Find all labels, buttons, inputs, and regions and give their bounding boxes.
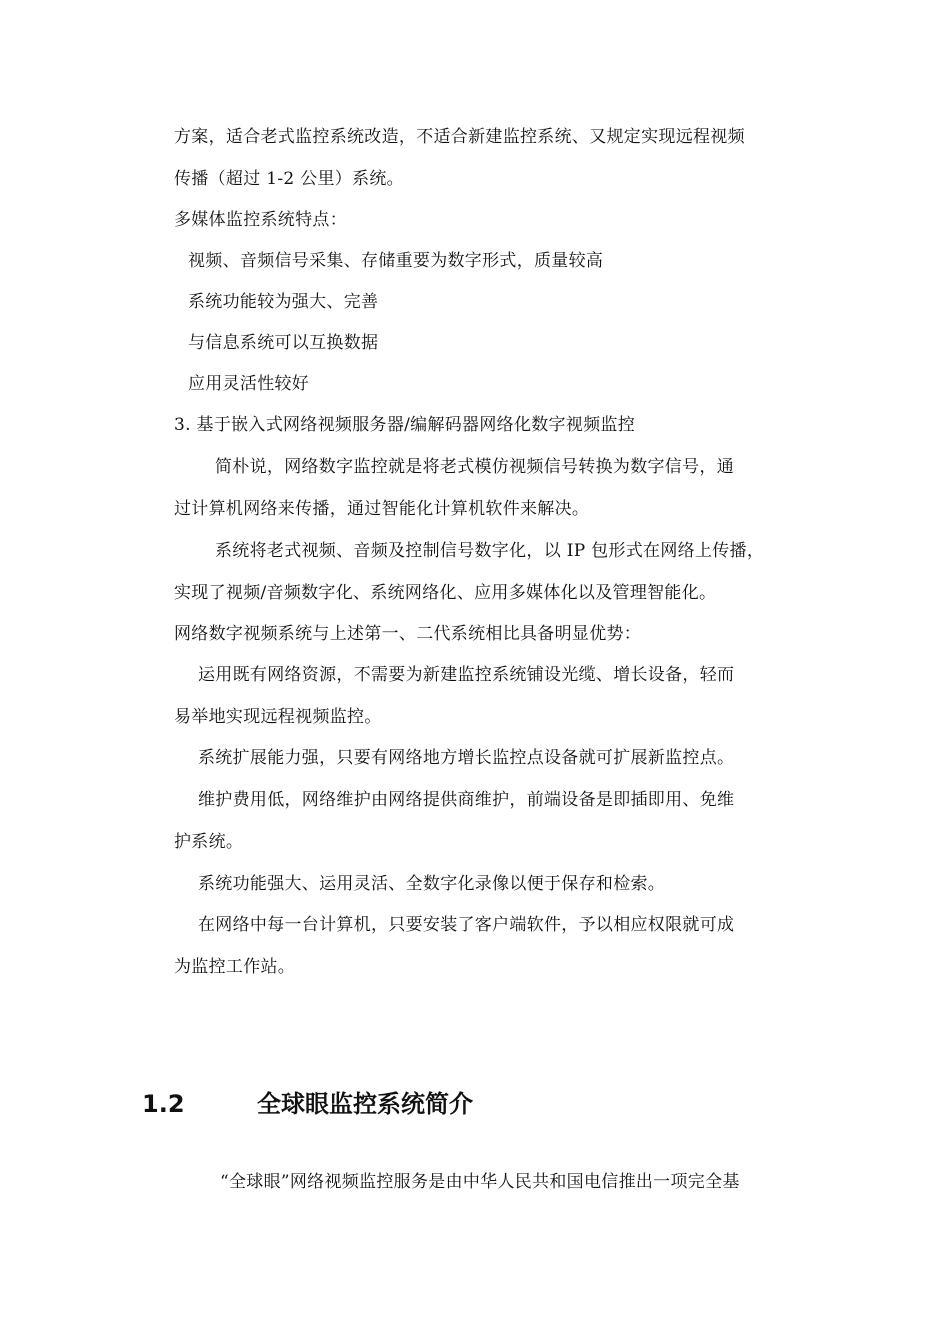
- paragraph-line: 多媒体监控系统特点：: [174, 210, 347, 230]
- list-item: 系统功能较为强大、完善: [188, 292, 379, 312]
- list-item: 应用灵活性较好: [188, 374, 310, 394]
- list-item: 维护费用低，网络维护由网络提供商维护，前端设备是即插即用、免维: [198, 790, 735, 810]
- paragraph-line: “全球眼”网络视频监控服务是由中华人民共和国电信推出一项完全基: [220, 1172, 740, 1192]
- list-item: 视频、音频信号采集、存储重要为数字形式，质量较高: [188, 251, 604, 271]
- paragraph-line: 方案，适合老式监控系统改造，不适合新建监控系统、又规定实现远程视频: [174, 127, 745, 147]
- section-heading: [142, 1088, 473, 1120]
- list-item: 系统扩展能力强，只要有网络地方增长监控点设备就可扩展新监控点。: [198, 748, 735, 768]
- list-item-continuation: 护系统。: [174, 832, 244, 852]
- list-item-continuation: 为监控工作站。: [174, 957, 296, 977]
- section-title: 全球眼监控系统简介: [257, 1090, 473, 1118]
- paragraph-line: 过计算机网络来传播，通过智能化计算机软件来解决。: [174, 499, 590, 519]
- list-item: 运用既有网络资源，不需要为新建监控系统铺设光缆、增长设备，轻而: [198, 665, 735, 685]
- list-item: 在网络中每一台计算机，只要安装了客户端软件，予以相应权限就可成: [198, 915, 735, 935]
- subsection-heading: 3. 基于嵌入式网络视频服务器/编解码器网络化数字视频监控: [174, 415, 636, 435]
- paragraph-line: 系统将老式视频、音频及控制信号数字化，以 IP 包形式在网络上传播，: [215, 541, 765, 561]
- paragraph-line: 简朴说，网络数字监控就是将老式模仿视频信号转换为数字信号，通: [215, 457, 734, 477]
- list-item: 系统功能强大、运用灵活、全数字化录像以便于保存和检索。: [198, 874, 666, 894]
- paragraph-line: 实现了视频/音频数字化、系统网络化、应用多媒体化以及管理智能化。: [174, 583, 717, 603]
- paragraph-line: 网络数字视频系统与上述第一、二代系统相比具备明显优势：: [174, 624, 642, 644]
- section-number: 1.2: [142, 1090, 185, 1118]
- list-item: 与信息系统可以互换数据: [188, 333, 379, 353]
- paragraph-line: 传播（超过 1-2 公里）系统。: [174, 169, 404, 189]
- list-item-continuation: 易举地实现远程视频监控。: [174, 707, 382, 727]
